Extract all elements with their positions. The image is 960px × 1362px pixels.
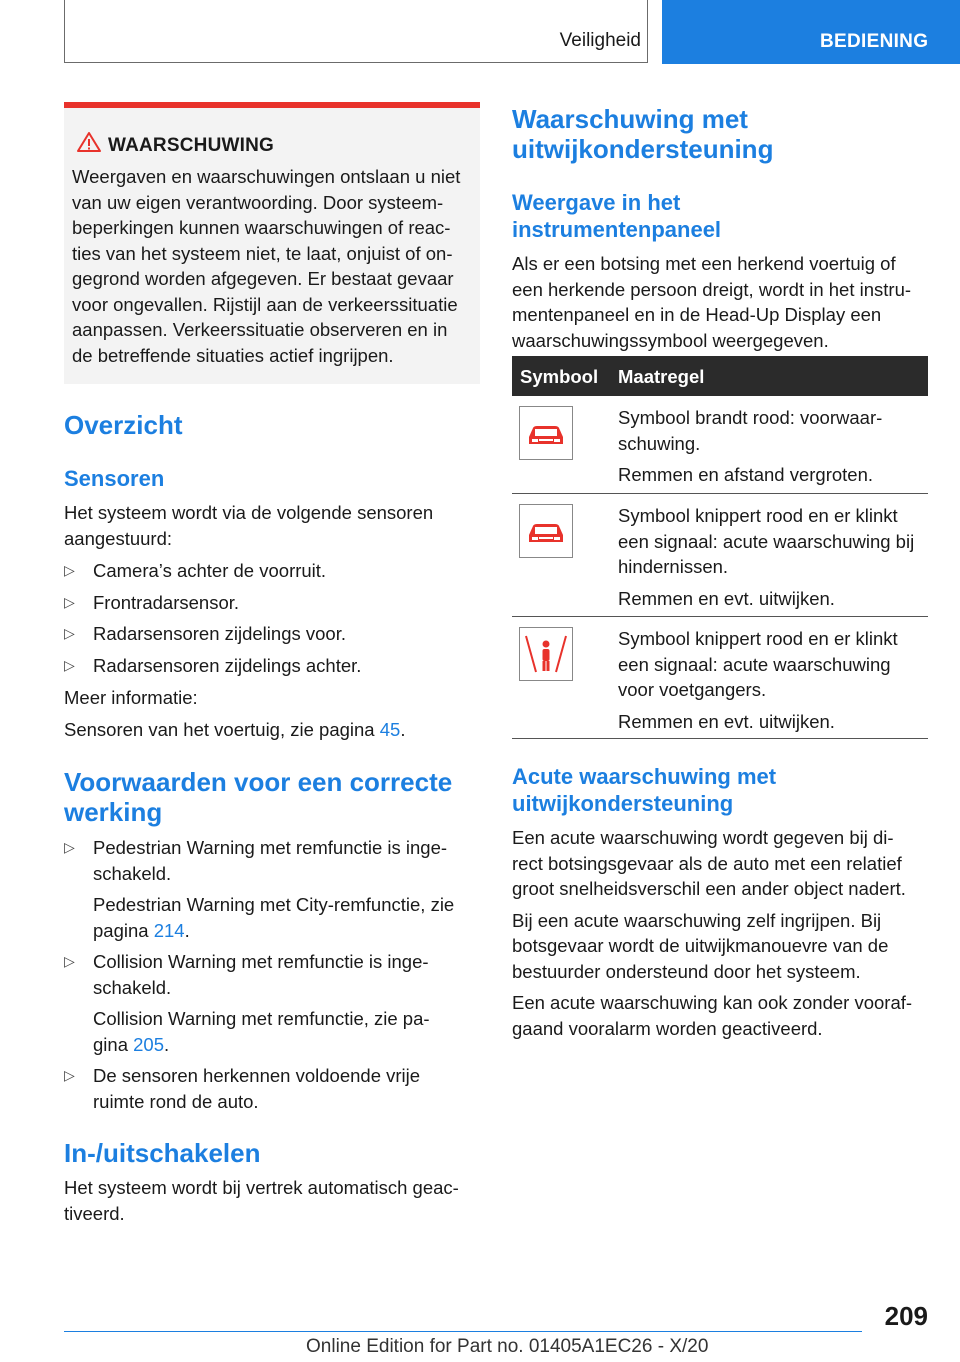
heading-weergave: Weergave in het instrumentenpaneel xyxy=(512,190,722,242)
acute-text: Een acute waarschuwing wordt gegeven bij di- rect botsingsgevaar als de auto met een relatief groot snelheidsverschil een ander object nadert. Bij een acute waarschuwing zelf ingrijpen. Bij botsgevaar wordt de uitwijkmanouevre van de bestuurder ondersteund door het systeem. Een acute waarschuwing kan ook zonder vooraf- gaand vooralarm worden geactiveerd. xyxy=(512,827,913,1039)
heading-in-uitschakelen: In-/uitschakelen xyxy=(64,1138,261,1168)
page-link[interactable]: 205 xyxy=(133,1033,164,1055)
header-chapter-tab xyxy=(662,0,960,64)
meer-informatie: Meer informatie: xyxy=(64,687,198,708)
page-number: 209 xyxy=(884,1301,928,1331)
heading-overzicht: Overzicht xyxy=(64,410,183,440)
warning-triangle-icon xyxy=(76,131,102,153)
footer-divider xyxy=(64,1331,862,1332)
warning-line: van uw eigen verantwoording. Door systeem- xyxy=(72,191,444,213)
bullet-triangle-icon: ▷ xyxy=(64,594,75,610)
bullet-triangle-icon: ▷ xyxy=(64,1067,75,1083)
warning-box xyxy=(64,102,480,384)
table-row: Symbool brandt rood: voorwaar- schuwing. Remmen en afstand vergroten. xyxy=(512,396,928,494)
weergave-text: Als er een botsing met een herkend voertuig of een herkende persoon dreigt, wordt in het instru- mentenpaneel en in de Head-Up Display een waarschuwingssymbool weergegeven. xyxy=(512,253,912,351)
table-row: Symbool knippert rood en er klinkt een signaal: acute waarschuwing bij hindernissen. Remmen en evt. uitwijken. xyxy=(512,494,928,617)
bullet-triangle-icon: ▷ xyxy=(64,562,75,578)
warning-line: aanpassen. Verkeerssituatie observeren en in xyxy=(72,319,448,340)
heading-waarschuwing: Waarschuwing met uitwijkondersteuning xyxy=(512,104,774,164)
warning-line: de betreffende situaties actief ingrijpen. xyxy=(72,344,394,366)
car-warning-icon xyxy=(519,504,573,558)
car-warning-icon xyxy=(519,406,573,460)
warning-line: Weergaven en waarschuwingen ontslaan u niet xyxy=(72,166,461,187)
warning-line: voor ongevallen. Rijstijl aan de verkeerssituatie xyxy=(72,293,458,315)
page-link[interactable]: 45 xyxy=(379,719,401,740)
header-chapter: BEDIENING xyxy=(820,31,929,52)
column-header-symbool: Symbool xyxy=(520,366,599,387)
heading-acute-waarschuwing: Acute waarschuwing met uitwijkondersteuning xyxy=(512,764,777,816)
sensoren-reference: Sensoren van het voertuig, zie pagina 45. xyxy=(64,719,406,740)
sensoren-intro: Het systeem wordt via de volgende sensoren aangestuurd: xyxy=(64,502,434,549)
bullet-triangle-icon: ▷ xyxy=(64,657,75,673)
page-link[interactable]: 214 xyxy=(153,919,185,941)
warning-text xyxy=(72,164,474,368)
warning-line: gegrond worden afgegeven. Er bestaat gevaar xyxy=(72,268,454,289)
bullet-triangle-icon: ▷ xyxy=(64,839,75,855)
warning-line: beperkingen kunnen waarschuwingen of reac- xyxy=(72,217,451,238)
pedestrian-warning-icon xyxy=(519,627,573,681)
column-header-maatregel: Maatregel xyxy=(618,366,705,387)
footer-edition: Online Edition for Part no. 01405A1EC26 - X/20 xyxy=(306,1336,709,1357)
header-section-box xyxy=(64,0,648,63)
table-header xyxy=(512,356,928,396)
table-row: Symbool knippert rood en er klinkt een signaal: acute waarschuwing voor voetgangers. Remmen en evt. uitwijken. xyxy=(512,617,928,739)
warning-line: ties van het systeem niet, te laat, onjuist of on- xyxy=(72,242,453,264)
in-uitschakelen-text: Het systeem wordt bij vertrek automatisch geac- tiveerd. xyxy=(64,1177,459,1224)
heading-voorwaarden: Voorwaarden voor een correcte werking xyxy=(64,767,453,827)
bullet-triangle-icon: ▷ xyxy=(64,625,75,641)
heading-sensoren: Sensoren xyxy=(64,466,165,491)
symbol-table xyxy=(512,356,928,739)
bullet-triangle-icon: ▷ xyxy=(64,953,75,969)
header-section: Veiligheid xyxy=(559,30,641,51)
warning-title: WAARSCHUWING xyxy=(108,135,274,156)
